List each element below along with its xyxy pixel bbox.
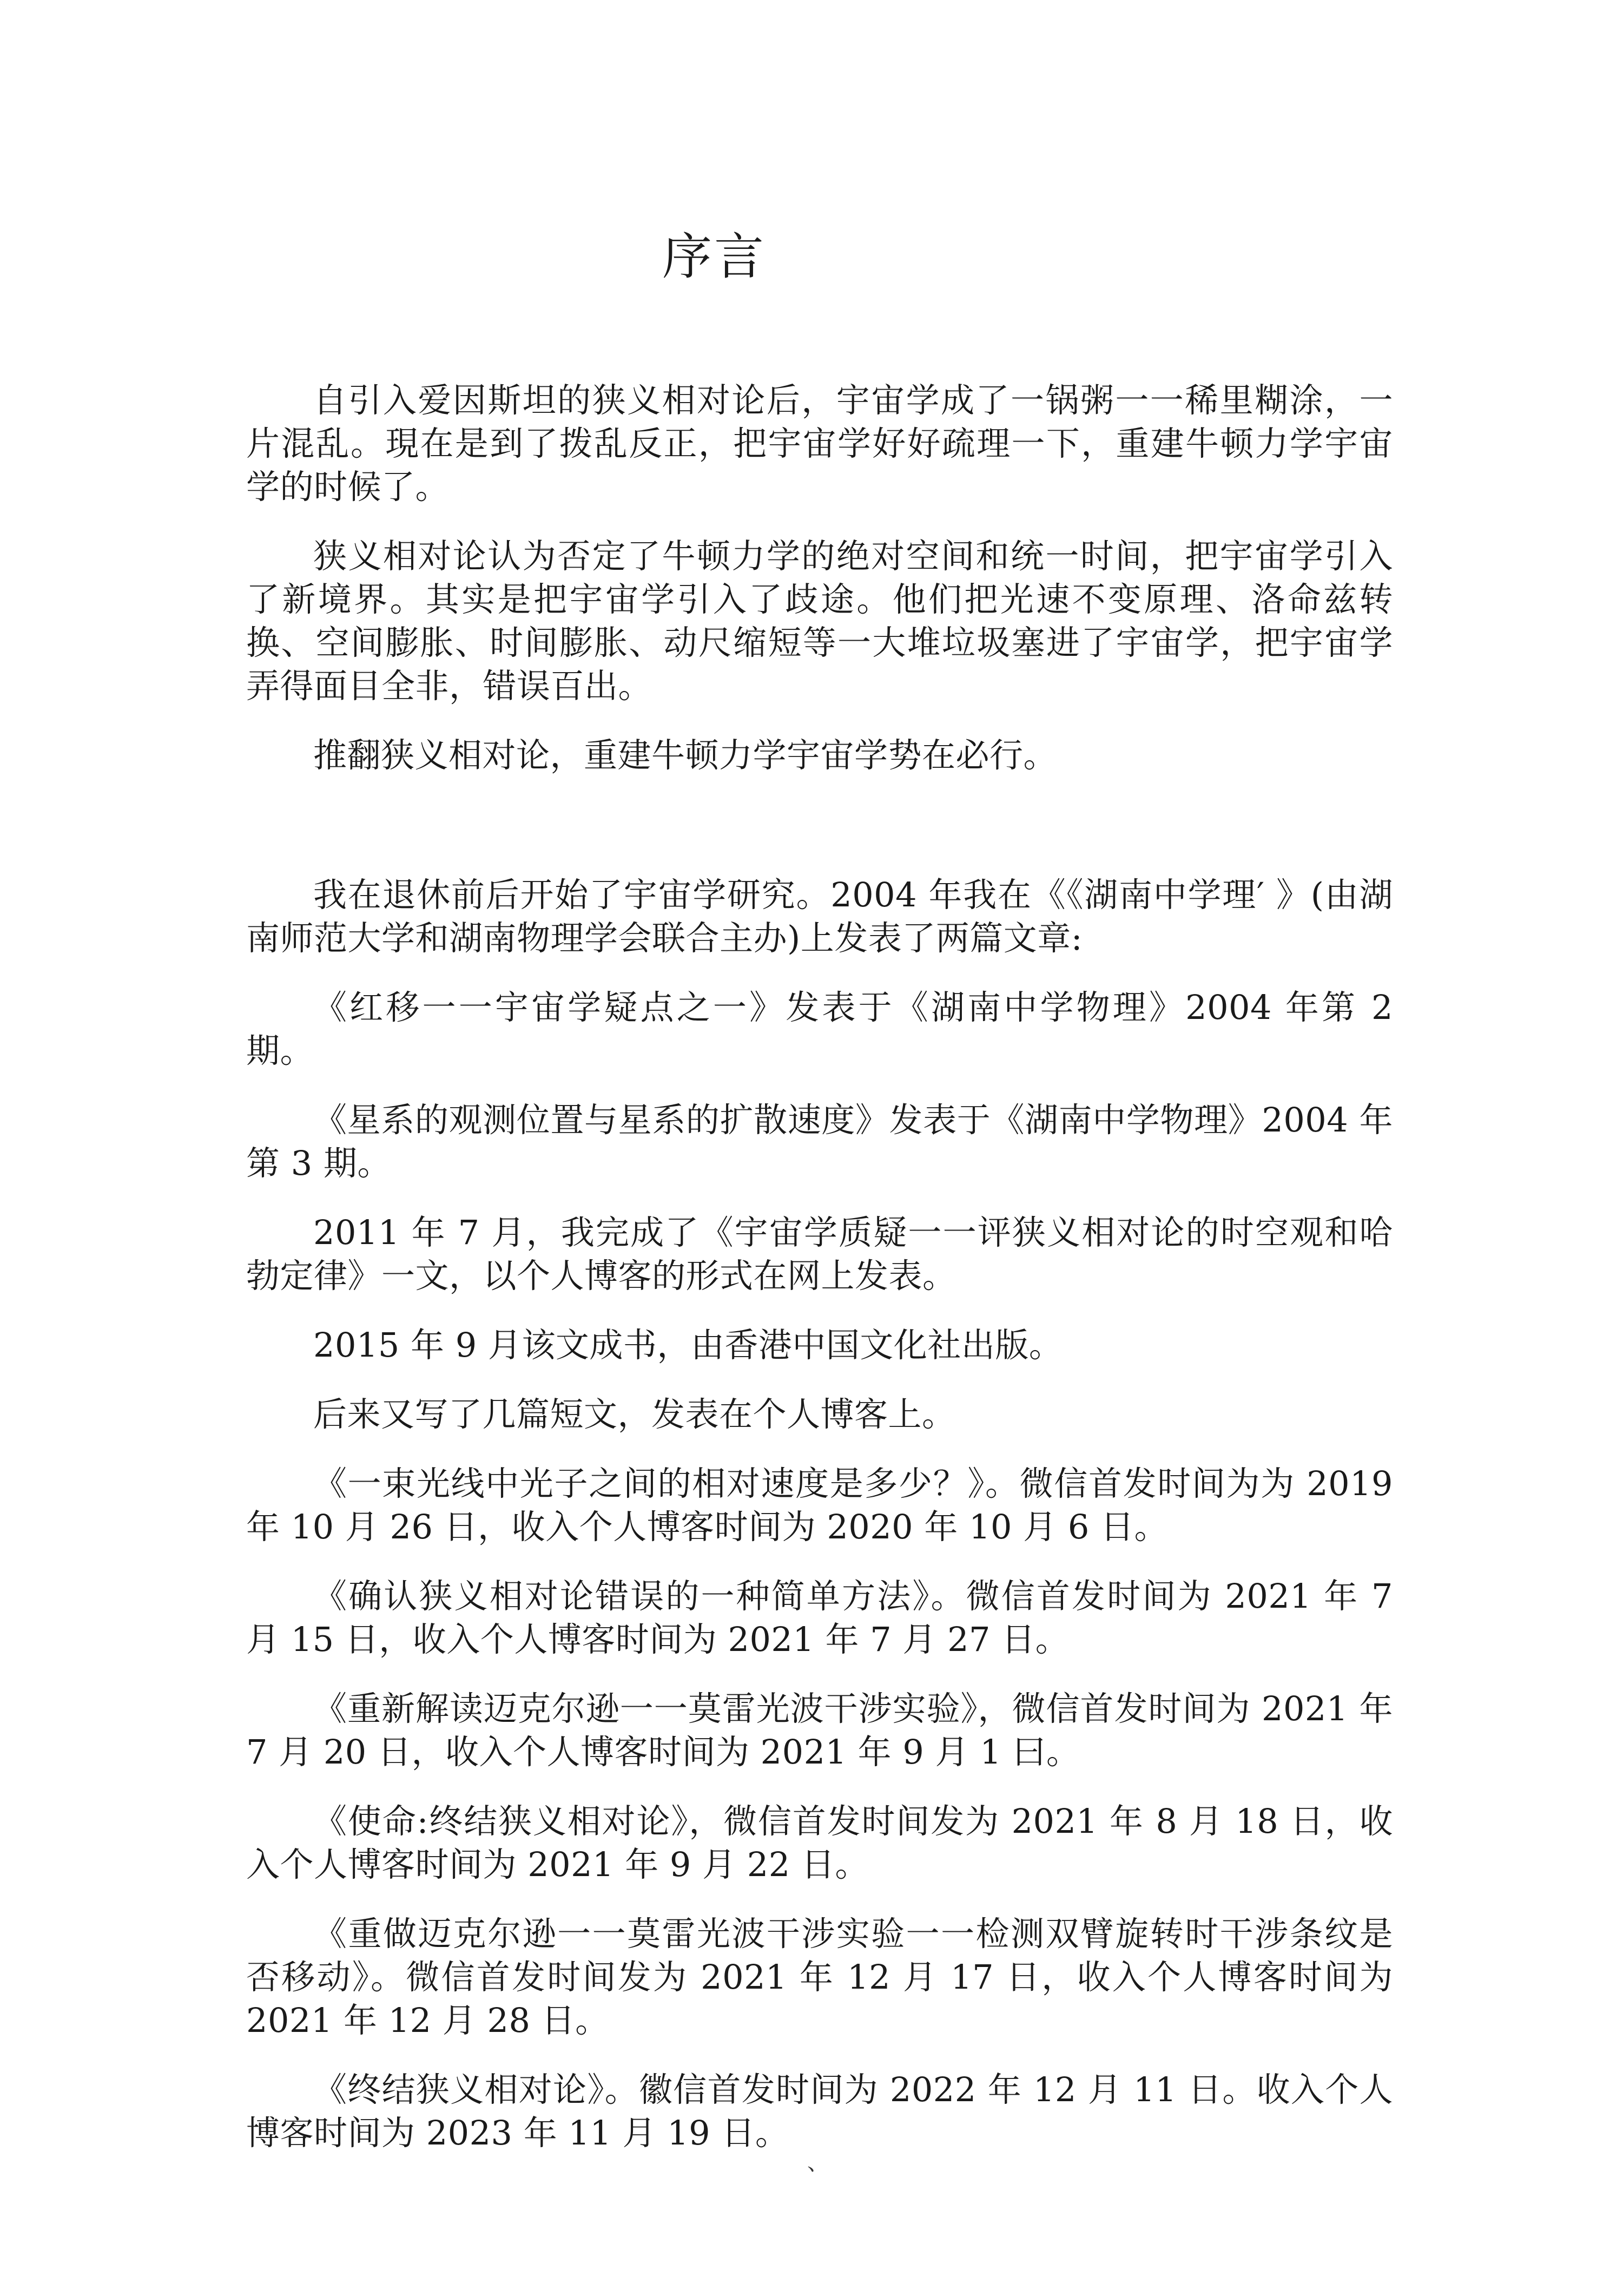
paragraph-history-7: 《一束光线中光子之间的相对速度是多少？》。微信首发时间为为 2019 年 10 月 26 日，收入个人博客时间为 2020 年 10 月 6 日。: [246, 1464, 1393, 1547]
paragraph-history-12: 《终结狭义相对论》。徽信首发时间为 2022 年 12 月 11 日。收入个人博客时间为 2023 年 11 月 19 日。: [246, 2070, 1393, 2153]
paragraph-history-9: 《重新解读迈克尔逊一一莫雷光波干涉实验》，微信首发时间为 2021 年 7 月 20 日，收入个人博客时间为 2021 年 9 月 1 曰。: [246, 1689, 1393, 1772]
paragraph-intro-1: 自引入爱因斯坦的狭义相对论后，宇宙学成了一锅粥一一稀里糊涂，一片混乱。現在是到了拨乱反正，把宇宙学好好疏理一下，重建牛顿力学宇宙学的时候了。: [246, 380, 1393, 506]
page-mark: 、: [807, 2150, 829, 2175]
paragraph-intro-3: 推翻狭义相对论，重建牛顿力学宇宙学势在必行。: [313, 735, 1058, 775]
paragraph-intro-2: 狭义相对论认为否定了牛顿力学的绝对空间和统一时间，把宇宙学引入了新境界。其实是把宇宙学引入了歧途。他们把光速不变原理、洛命兹转换、空间膨胀、时间膨胀、动尺缩短等一大堆垃圾塞进了宇宙学，把宇宙学弄得面目全非，错误百出。: [246, 536, 1393, 706]
paragraph-history-4: 2011 年 7 月，我完成了《宇宙学质疑一一评狭义相对论的时空观和哈勃定律》一文，以个人博客的形式在网上发表。: [246, 1213, 1393, 1295]
paragraph-history-11: 《重做迈克尔逊一一莫雷光波干涉实验一一检测双臂旋转时干涉条纹是否移动》。微信首发时间发为 2021 年 12 月 17 日，收入个人博客时间为 2021 年 12 月 28 日。: [246, 1914, 1393, 2040]
page-title: 序言: [662, 228, 766, 286]
paragraph-history-8: 《确认狭义相对论错误的一种简单方法》。微信首发时间为 2021 年 7 月 15 日，收入个人博客时间为 2021 年 7 月 27 日。: [246, 1576, 1393, 1659]
paragraph-history-2: 《红移一一宇宙学疑点之一》发表于《湖南中学物理》2004 年第 2 期。: [246, 988, 1393, 1070]
paragraph-history-10: 《使命:终结狭义相对论》，微信首发时间发为 2021 年 8 月 18 日，收入个人博客时间为 2021 年 9 月 22 日。: [246, 1801, 1393, 1884]
paragraph-history-6: 后来又写了几篇短文，发表在个人博客上。: [313, 1394, 956, 1434]
document-body: [246, 379, 1393, 2181]
paragraph-history-3: 《星系的观测位置与星系的扩散速度》发表于《湖南中学物理》2004 年第 3 期。: [246, 1100, 1393, 1183]
section-gap: [246, 803, 1393, 873]
paragraph-history-5: 2015 年 9 月该文成书，由香港中国文化社出版。: [313, 1325, 1063, 1365]
paragraph-history-1: 我在退休前后开始了宇宙学研究。2004 年我在《《湖南中学理′ 》(由湖南师范大学和湖南物理学会联合主办)上发表了两篇文章:: [246, 875, 1393, 958]
